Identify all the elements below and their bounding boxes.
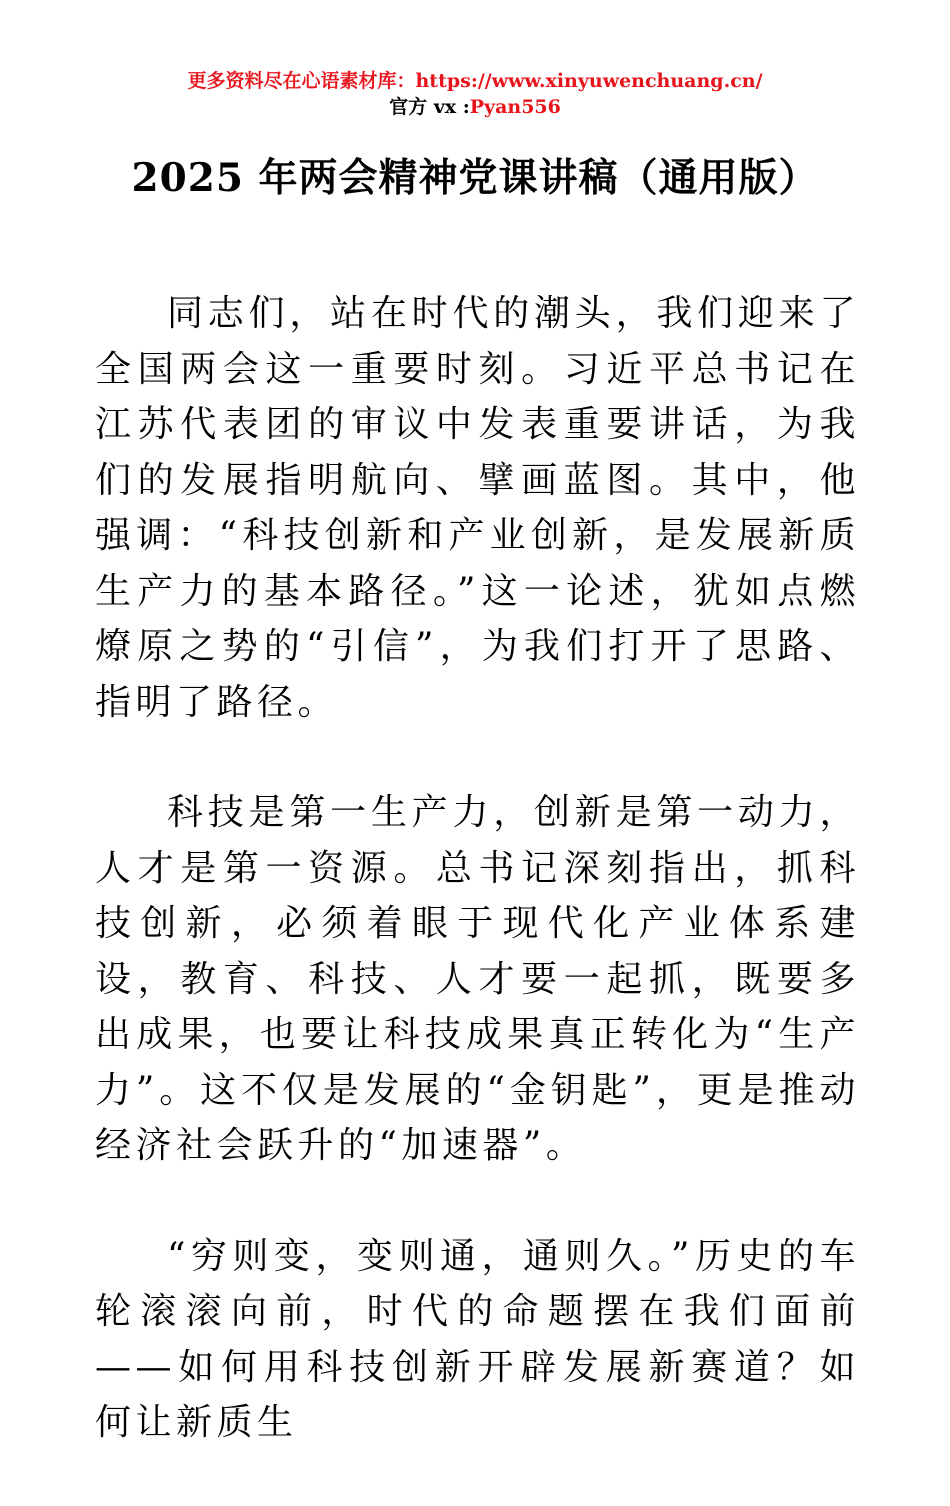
paragraph-3: “穷则变，变则通，通则久。”历史的车轮滚滚向前，时代的命题摆在我们面前——如何用科技创新开辟发展新赛道？如何让新质生 [95, 1235, 860, 1443]
page-header [0, 68, 950, 120]
header-promo-label: 更多资料尽在心语素材库： [187, 70, 416, 92]
header-line-1 [0, 68, 950, 94]
document-body [95, 286, 860, 1506]
document-title: 2025 年两会精神党课讲稿（通用版） [131, 155, 819, 201]
paragraph-1: 同志们，站在时代的潮头，我们迎来了全国两会这一重要时刻。习近平总书记在江苏代表团的审议中发表重要讲话，为我们的发展指明航向、擘画蓝图。其中，他强调：“科技创新和产业创新，是发展新质生产力的基本路径。”这一论述，犹如点燃燎原之势的“引信”，为我们打开了思路、指明了路径。 [95, 293, 860, 723]
header-url-link[interactable]: https://www.xinyuwenchuang.cn/ [415, 70, 763, 92]
header-line-2 [0, 94, 950, 120]
header-vx-label: 官方 vx : [389, 96, 470, 118]
paragraph-2: 科技是第一生产力，创新是第一动力，人才是第一资源。总书记深刻指出，抓科技创新，必须着眼于现代化产业体系建设，教育、科技、人才要一起抓，既要多出成果，也要让科技成果真正转化为“生产力”。这不仅是发展的“金钥匙”，更是推动经济社会跃升的“加速器”。 [95, 792, 860, 1166]
header-vx-id: Pyan556 [469, 96, 561, 118]
